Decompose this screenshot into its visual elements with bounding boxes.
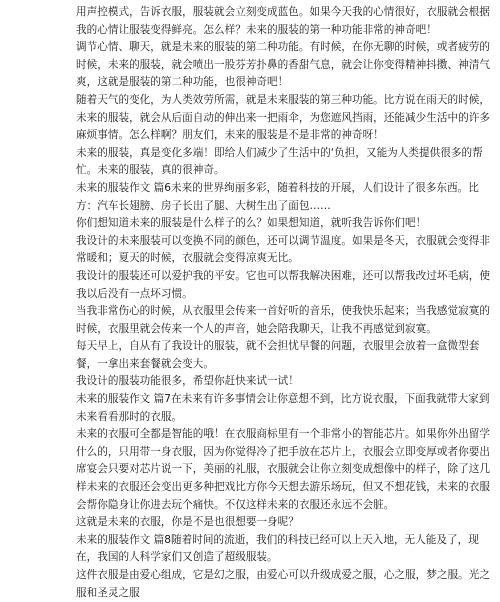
text-line: 每天早上，自从有了我设计的服装，就不会担忧早餐的问题，衣服里会放着一盒微型套 <box>76 340 480 353</box>
text-line: 时候，衣服里就会传来一个人的声音，她会陪我聊天，让我不再感觉到寂寞。 <box>76 322 437 335</box>
text-line: 样未来的衣服还会变出更多种把戏比方你今天想去游乐场玩，但又不想花钱，未来的衣服 <box>76 481 490 494</box>
text-line: 时候，未来的服装，就会喷出一股芬芳扑鼻的香甜气息，就会让你变得精神抖擞、神清气 <box>76 58 490 71</box>
text-line: 忙。未来的服装，真的很神奇。 <box>76 164 225 177</box>
text-line: 服和圣灵之服 <box>76 586 140 599</box>
text-line: 随着天气的变化，为人类效劳所需，就是未来服装的第三种功能。比方说在雨天的时候， <box>76 93 490 106</box>
text-line: 未来的服装作文 篇8随着时间的流逝，我们的科技已经可以上天入地，无人能及了，现 <box>76 533 479 546</box>
text-line: 未来的服装，真是变化多端！即给人们减少了生活中的‘负担，又能为人类提供很多的帮 <box>76 146 483 159</box>
document-page <box>76 4 490 599</box>
text-line: 席宴会只要对芯片说一下，美丽的礼服，衣服就会让你立刻变成想像中的样子，除了这几 <box>76 463 490 476</box>
text-line: 未来的衣服可全都是智能的哦！在衣服商标里有一个非常小的智能芯片。如果你外出留学 <box>76 428 490 441</box>
text-line: 常暖和；夏天的时候，衣服就会变得凉爽无比。 <box>76 252 299 265</box>
text-line: 爽，这就是服装的第二种功能，也很神奇吧！ <box>76 76 289 89</box>
text-line: 你们想知道未来的服装是什么样子的么？如果想知道，就听我告诉你们吧！ <box>76 217 427 230</box>
text-line: 这就是未来的衣服，你是不是也很想要一身呢？ <box>76 516 299 529</box>
text-line: 未来的服装作文 篇6未来的世界绚丽多彩，随着科技的开展，人们设计了很多东西。比 <box>76 181 479 194</box>
text-line: 餐，一拿出来套餐就会变大。 <box>76 357 214 370</box>
text-line: 当我非常伤心的时候，从衣服里会传来一首好听的音乐，使我快乐起来；当我感觉寂寞的 <box>76 305 490 318</box>
text-line: 什么的，只用带一身衣服，因为你觉得冷了把手放在芯片上，衣服会立即变厚或者你要出 <box>76 445 490 458</box>
text-line: 用声控模式，告诉衣服，服装就会立刻变成蓝色。如果今天我的心情很好，衣服就会根据 <box>76 6 490 18</box>
text-line: 未来看看那时的衣服。 <box>76 410 183 423</box>
text-line: 在，我国的人科学家们又创造了超级服装。 <box>76 551 278 564</box>
text-line: 我设计的未来服装可以变换不同的颜色，还可以调节温度。如果是冬天，衣服就会变得非 <box>76 234 490 247</box>
text-line: 我设计的服装功能很多，希望你赶快来试一试！ <box>76 375 299 388</box>
text-line: 麻烦事情。怎么样啊？朋友们，未来的服装是不是非常的神奇呀！ <box>76 129 384 142</box>
text-line: 未来的服装作文 篇7在未来有许多事情会让你意想不到，比方说衣服，下面我就带大家到 <box>76 393 490 406</box>
text-line: 我的心情让服装变得鲜亮。怎么样？未来的服装的第一种功能非常的神奇吧！ <box>76 23 437 36</box>
text-line: 这件衣服是由爱心组成，它是幻之服，由爱心可以升级成爱之服，心之服，梦之服。光之 <box>76 569 490 581</box>
text-line: 我以后没有一点坏习惯。 <box>76 287 193 300</box>
text-line: 调节心情、聊天，就是未来的服装的第二种功能。有时候，在你无聊的时候，或者疲劳的 <box>76 41 490 54</box>
text-line: 我设计的服装还可以爱护我的平安。它也可以帮我解决困难，还可以帮我改过坏毛病，使 <box>76 269 490 282</box>
text-line: 方：汽车长翅膀、房子长出了腿、大树生出了面包…… <box>76 199 331 212</box>
text-line: 未来的服装，就会从后面自动的伸出来一把雨伞，为您遮风挡雨，还能减少生活中的许多 <box>76 111 490 124</box>
text-line: 会帮你隐身让你进去玩个痛快。不仅这样未来的衣服还永远不会脏。 <box>76 498 395 511</box>
